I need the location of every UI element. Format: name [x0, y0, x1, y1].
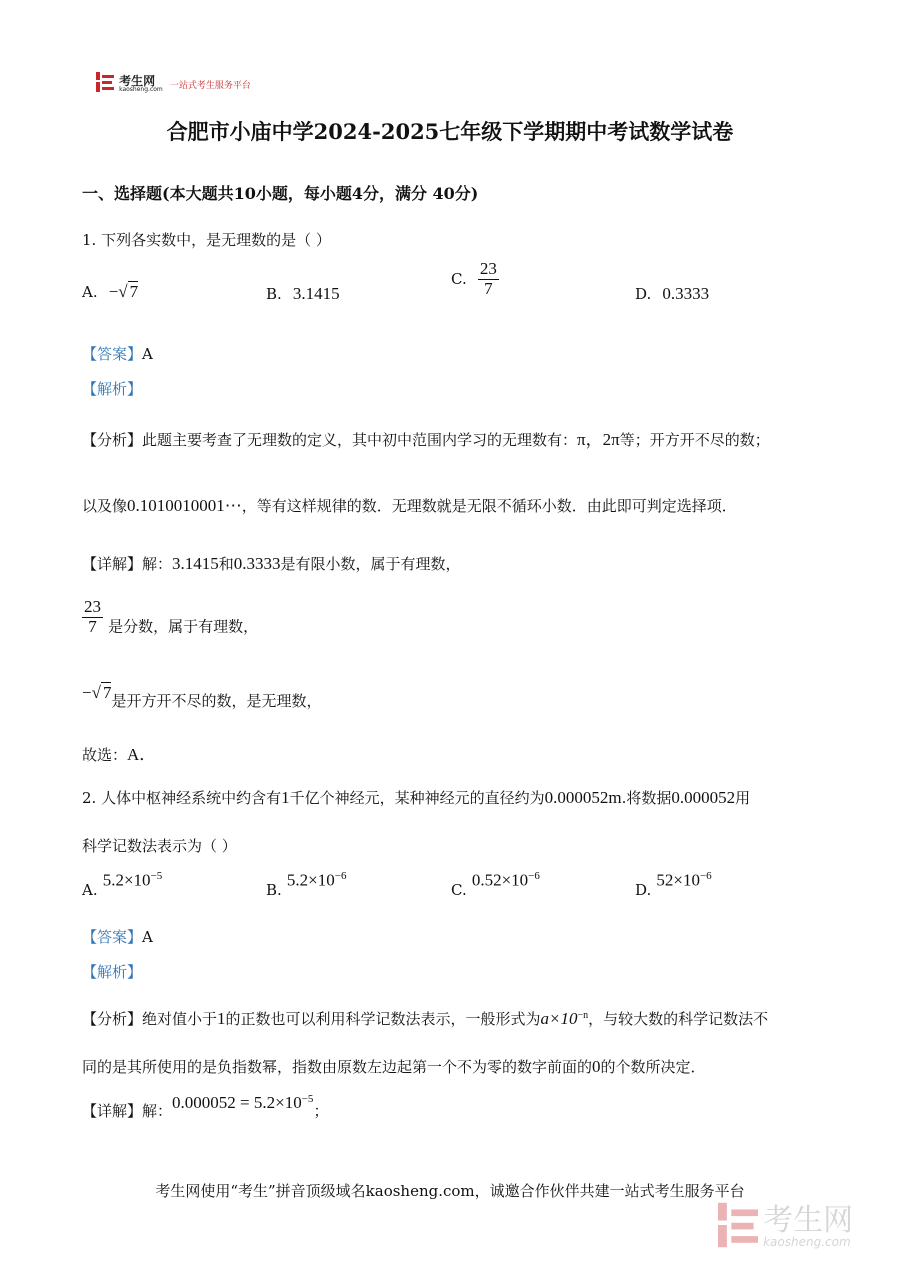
- kaosheng-logo-icon: [96, 72, 114, 96]
- logo-domain: kaosheng.com: [119, 86, 163, 93]
- watermark-domain: kaosheng.com: [763, 1235, 851, 1249]
- page-title: 合肥市小庙中学2024-2025七年级下学期期中考试数学试卷: [166, 119, 734, 144]
- q1-xiangjie-line3: −√ 7是开方开不尽的数，是无理数，: [82, 683, 322, 710]
- q2-fenxi-line2: 同的是其所使用的是负指数幂，指数由原数左边起第一个不为零的数字前面的0的个数所决定．: [82, 1057, 706, 1076]
- section-heading: 一、选择题(本大题共10小题，每小题4分，满分 40分): [82, 184, 479, 203]
- question-2-stem: 2. 人体中枢神经系统中约含有1千亿个神经元，某种神经元的直径约为0.000052m.将数据0.000052用: [82, 788, 751, 807]
- q1-answer: 【答案】A: [82, 345, 153, 363]
- q2-option-a: A. $5.2\times 10^{-5}$: [82, 870, 163, 900]
- q1-option-b: B. 3.1415: [266, 284, 340, 303]
- q1-analysis-tag: 【解析】: [82, 380, 143, 398]
- q1-fenxi-line1: 【分析】此题主要考查了无理数的定义，其中初中范围内学习的无理数有：π，2π等；开方开不尽的数；: [82, 430, 770, 449]
- q2-analysis-tag: 【解析】: [82, 963, 143, 981]
- q1-option-d: D. 0.3333: [635, 284, 710, 303]
- q2-option-d: D. $52\times 10^{-6}$: [635, 870, 712, 900]
- logo-name: 考生网: [119, 74, 156, 88]
- q2-answer: 【答案】A: [82, 928, 153, 946]
- question-2-stem-line2: 科学记数法表示为（ ）: [82, 837, 237, 855]
- q2-fenxi-line1: 【分析】绝对值小于1的正数也可以利用科学记数法表示，一般形式为$a\times 10^{-n}$，与较大数的科学记数法不: [82, 1009, 769, 1028]
- page-footer: 考生网使用“考生”拼音顶级域名kaosheng.com，诚邀合作伙伴共建一站式考生服务平台: [155, 1182, 745, 1200]
- watermark-name: 考生网: [763, 1203, 854, 1238]
- q2-xiangjie: 【详解】解：$0.000052 = 5.2\times 10^{-5}$；: [82, 1093, 329, 1120]
- watermark-logo: [718, 1202, 853, 1252]
- q1-xiangjie-line1: 【详解】解：3.1415和0.3333是有限小数，属于有理数，: [82, 554, 461, 573]
- q2-option-b: B. $5.2\times 10^{-6}$: [266, 870, 347, 900]
- watermark-icon: [718, 1202, 758, 1252]
- q1-xiangjie-line2: $\frac{23}{7}$ 是分数，属于有理数，: [84, 597, 259, 636]
- q1-fenxi-line2: 以及像0.1010010001⋯，等有这样规律的数．无理数就是无限不循环小数．由此即可判定选择项．: [82, 496, 737, 515]
- q1-conclusion: 故选：A．: [82, 745, 157, 764]
- q1-option-c: C. $\frac{23}{7}$: [451, 259, 497, 298]
- logo-tagline: 一站式考生服务平台: [169, 80, 251, 91]
- q2-option-c: C. $0.52\times 10^{-6}$: [451, 870, 540, 900]
- header-logo: [96, 72, 251, 96]
- q1-option-a: A. −√ 7: [82, 282, 139, 301]
- question-1-stem: 1. 下列各实数中，是无理数的是（ ）: [82, 231, 331, 249]
